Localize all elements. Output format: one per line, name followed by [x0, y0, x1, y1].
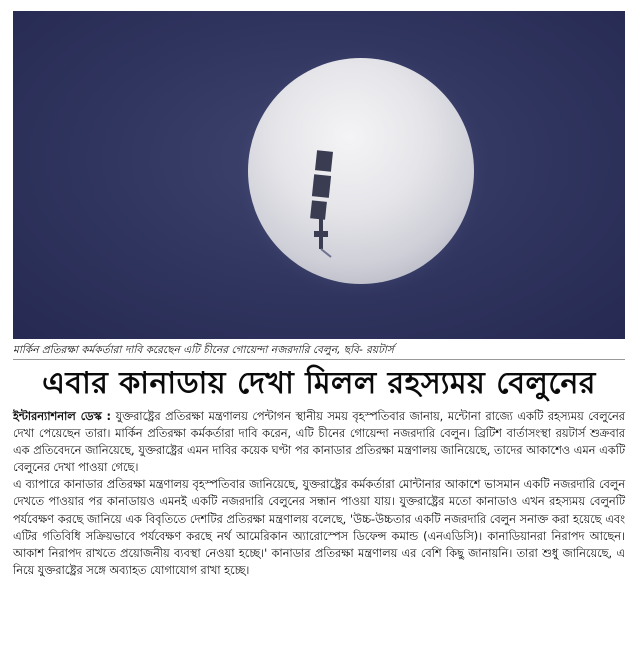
news-photo [13, 11, 625, 339]
balloon-envelope [248, 58, 474, 284]
article-paragraph-2: এ ব্যাপারে কানাডার প্রতিরক্ষা মন্ত্রণালয় বৃহস্পতিবার জানিয়েছে, যুক্তরাষ্ট্রের কর্মকর্তারা মোন্টানার আকাশে ভাসমান একটি নজরদারি বেলুন দেখতে পাওয়ার পর কানাডায়ও এমনই একটি নজরদারি বেলুনের সন্ধান পাওয়া যায়। যুক্তরাষ্ট্রের মতো কানাডাও এখন রহস্যময় বেলুনটি পর্যবেক্ষণ করছে জানিয়ে এক বিবৃতিতে দেশটির প্রতিরক্ষা মন্ত্রণালয় বলেছে, 'উচ্চ-উচ্চতার একটি নজরদারি বেলুন সনাক্ত করা হয়েছে এবং এটির গতিবিধি সক্রিয়ভাবে পর্যবেক্ষণ করছে নর্থ আমেরিকান অ্যারোস্পেস ডিফেন্স কমান্ড (এনএডিসি)। কানাডিয়ানরা নিরাপদ আছেন। আকাশ নিরাপদ রাখতে প্রয়োজনীয় ব্যবস্থা নেওয়া হচ্ছে।' কানাডার প্রতিরক্ষা মন্ত্রণালয় এর বেশি কিছু জানায়নি। তারা শুধু জানিয়েছে, এ নিয়ে যুক্তরাষ্ট্রের সঙ্গে অব্যাহত যোগাযোগ রাখা হচ্ছে। [13, 478, 625, 577]
photo-caption: মার্কিন প্রতিরক্ষা কর্মকর্তারা দাবি করেছেন এটি চীনের গোয়েন্দা নজরদারি বেলুন, ছবি- রয়টার্স [13, 344, 394, 356]
balloon-photo-icon [13, 11, 625, 339]
article-headline: এবার কানাডায় দেখা মিলল রহস্যময় বেলুনের [42, 366, 596, 401]
paragraph-1-text: যুক্তরাষ্ট্রের প্রতিরক্ষা মন্ত্রণালয় পেন্টাগন স্থানীয় সময় বৃহস্পতিবার জানায়, মন্টোনা রাজ্যে একটি রহস্যময় বেলুনের দেখা পেয়েছেন তারা। মার্কিন প্রতিরক্ষা কর্মকর্তারা দাবি করেন, এটি চীনের গোয়েন্দা নজরদারি বেলুন। ব্রিটিশ বার্তাসংস্থা রয়টার্স শুক্রবার এক প্রতিবেদনে জানিয়েছে, যুক্তরাষ্ট্রের এমন দাবির কয়েক ঘণ্টা পর কানাডার প্রতিরক্ষা মন্ত্রণালয় জানিয়েছে, তাদের আকাশেও এমন একটি বেলুনের দেখা পাওয়া গেছে। [13, 410, 625, 475]
caption-divider [13, 359, 625, 360]
article-body [13, 408, 625, 579]
article-paragraph-1 [13, 408, 625, 476]
dateline: ইন্টারন্যাশনাল ডেস্ক : [13, 410, 112, 423]
